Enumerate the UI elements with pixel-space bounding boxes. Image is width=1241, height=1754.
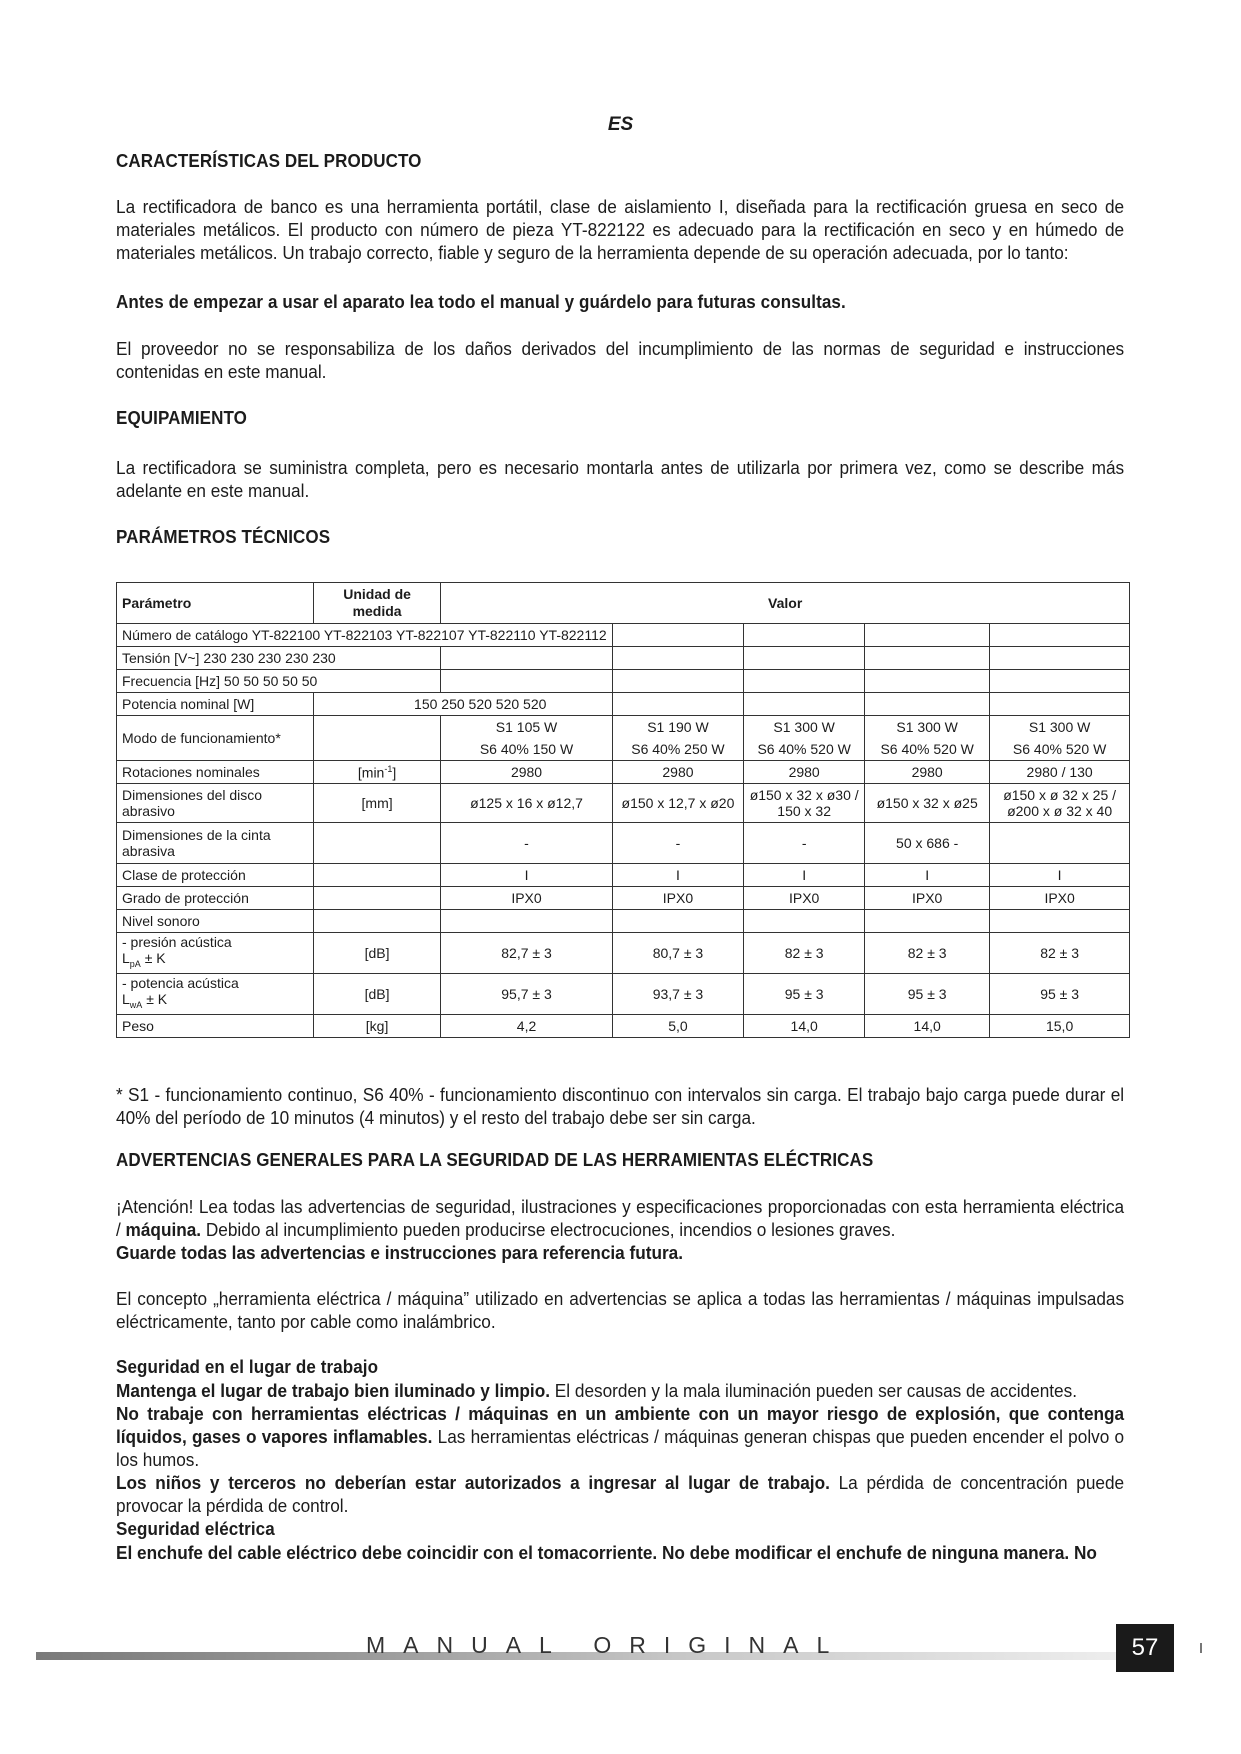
cell: 82 ± 3 [744, 933, 865, 974]
table-row [117, 974, 1130, 1015]
heading-characteristics: CARACTERÍSTICAS DEL PRODUCTO [116, 150, 422, 171]
footnote-operation-modes: * S1 - funcionamiento continuo, S6 40% - funcionamiento discontinuo con intervalos sin carga. El trabajo bajo carga puede durar el 40% del período de 10 minutos (4 minutos) y el resto del trabajo debe ser sin carga. [116, 1084, 1125, 1128]
table-row [117, 716, 1130, 739]
table-row [117, 761, 1130, 784]
cell: ø150 x ø 32 x 25 / ø200 x ø 32 x 40 [990, 784, 1130, 823]
cell: IPX0 [990, 887, 1130, 910]
cell: 2980 [865, 761, 990, 784]
cell: 80,7 ± 3 [612, 933, 744, 974]
cell: IPX0 [744, 887, 865, 910]
cell: 2980 [612, 761, 744, 784]
cell: IPX0 [865, 887, 990, 910]
cell: I [441, 864, 612, 887]
table-header-row [117, 583, 1130, 624]
heading-general-warnings: ADVERTENCIAS GENERALES PARA LA SEGURIDAD DE LAS HERRAMIENTAS ELÉCTRICAS [116, 1149, 874, 1170]
bold-note-read-manual: Antes de empezar a usar el aparato lea todo el manual y guárdelo para futuras consultas. [116, 291, 846, 312]
cell: - [441, 823, 612, 864]
mode-s6: S6 40% 150 W [441, 738, 612, 761]
para-concept: El concepto „herramienta eléctrica / máquina” utilizado en advertencias se aplica a todas las herramientas / máquinas impulsadas eléctricamente, tanto por cable como inalámbrico. [116, 1288, 1125, 1332]
header-param: Parámetro [117, 583, 314, 624]
page-number: 57 [1116, 1624, 1174, 1672]
mode-s1: S1 300 W [744, 716, 865, 739]
row-power-values: 150 250 520 520 520 [313, 693, 612, 716]
row-label: Clase de protección [117, 864, 314, 887]
cell: 95 ± 3 [865, 974, 990, 1015]
table-row [117, 647, 1130, 670]
row-voltage: Tensión [V~] 230 230 230 230 230 [117, 647, 441, 670]
header-unit: Unidad de medida [313, 583, 441, 624]
row-power-label: Potencia nominal [W] [117, 693, 314, 716]
cell: ø125 x 16 x ø12,7 [441, 784, 612, 823]
cell: 2980 / 130 [990, 761, 1130, 784]
cell: 93,7 ± 3 [612, 974, 744, 1015]
row-catalog: Número de catálogo YT-822100 YT-822103 YT-822107 YT-822110 YT-822112 [117, 624, 613, 647]
cell: 82 ± 3 [865, 933, 990, 974]
cell [990, 823, 1130, 864]
table-row [117, 823, 1130, 864]
cell: 4,2 [441, 1015, 612, 1038]
footer-manual-original: MANUAL ORIGINAL [366, 1632, 848, 1658]
row-frequency: Frecuencia [Hz] 50 50 50 50 50 [117, 670, 441, 693]
cell: IPX0 [612, 887, 744, 910]
cell: I [865, 864, 990, 887]
row-label: Dimensiones del disco abrasivo [117, 784, 314, 823]
cell: I [990, 864, 1130, 887]
row-unit: [kg] [313, 1015, 441, 1038]
row-label: Rotaciones nominales [117, 761, 314, 784]
table-row [117, 1015, 1130, 1038]
cell: - [744, 823, 865, 864]
mode-s1: S1 300 W [990, 716, 1130, 739]
cell: 14,0 [865, 1015, 990, 1038]
row-label: Dimensiones de la cinta abrasiva [117, 823, 314, 864]
para-attention: ¡Atención! Lea todas las advertencias de seguridad, ilustraciones y especificaciones proporcionadas con esta herramienta eléctrica / máquina. Debido al incumplimiento pueden producirse electrocuciones, incendios o lesiones graves. Guarde todas las advertencias e instrucciones para referencia futura. [116, 1196, 1125, 1263]
heading-electrical: Seguridad eléctrica [116, 1518, 275, 1539]
para-workplace: Mantenga el lugar de trabajo bien iluminado y limpio. El desorden y la mala iluminación pueden ser causas de accidentes. No trabaje con herramientas eléctricas / máquinas en un ambiente con un mayor riesgo de explosión, que contenga líquidos, gases o vapores inflamables. Las herramientas eléctricas / máquinas generan chispas que pueden encender el polvo o los humos. Los niños y terceros no deberían estar autorizados a ingresar al lugar de trabajo. La pérdida de concentración puede provocar la pérdida de control. [116, 1380, 1125, 1516]
heading-equipment: EQUIPAMIENTO [116, 407, 247, 428]
table-row [117, 933, 1130, 974]
mode-s6: S6 40% 520 W [744, 738, 865, 761]
para-electrical: El enchufe del cable eléctrico debe coincidir con el tomacorriente. No debe modificar el enchufe de ninguna manera. No [116, 1542, 1097, 1563]
footer-tick [1200, 1643, 1202, 1653]
mode-s6: S6 40% 520 W [990, 738, 1130, 761]
para-characteristics: La rectificadora de banco es una herramienta portátil, clase de aislamiento I, diseñada para la rectificación gruesa en seco de materiales metálicos. El producto con número de pieza YT-822122 es adecuado para la rectificación en seco y en húmedo de materiales metálicos. Un trabajo correcto, fiable y seguro de la herramienta depende de su operación adecuada, por lo tanto: [116, 196, 1125, 263]
language-tag: ES [607, 114, 634, 135]
cell: ø150 x 32 x ø30 / 150 x 32 [744, 784, 865, 823]
cell: 95 ± 3 [990, 974, 1130, 1015]
table-row [117, 887, 1130, 910]
table-row [117, 670, 1130, 693]
cell: 14,0 [744, 1015, 865, 1038]
row-label: Nivel sonoro [117, 910, 314, 933]
table-row [117, 624, 1130, 647]
cell: 2980 [744, 761, 865, 784]
row-unit [313, 823, 441, 864]
header-value: Valor [441, 583, 1130, 624]
row-unit: [dB] [313, 933, 441, 974]
row-unit: [dB] [313, 974, 441, 1015]
mode-s1: S1 190 W [612, 716, 744, 739]
heading-technical: PARÁMETROS TÉCNICOS [116, 526, 331, 547]
row-unit: $[\min^{-1}]$ [313, 761, 441, 784]
row-unit [313, 887, 441, 910]
cell: 15,0 [990, 1015, 1130, 1038]
row-label: Grado de protección [117, 887, 314, 910]
table-row [117, 693, 1130, 716]
para-supplier-liability: El proveedor no se responsabiliza de los daños derivados del incumplimiento de las normas de seguridad e instrucciones contenidas en este manual. [116, 338, 1125, 382]
cell: - [612, 823, 744, 864]
cell: ø150 x 12,7 x ø20 [612, 784, 744, 823]
cell: 82,7 ± 3 [441, 933, 612, 974]
cell: I [744, 864, 865, 887]
row-unit [313, 864, 441, 887]
cell: 5,0 [612, 1015, 744, 1038]
cell: 95,7 ± 3 [441, 974, 612, 1015]
cell: I [612, 864, 744, 887]
cell: ø150 x 32 x ø25 [865, 784, 990, 823]
technical-parameters-table [116, 582, 1130, 1038]
row-label-acoustic-power: - potencia acústica $L_{wA} \pm K$ [117, 974, 314, 1015]
cell: 2980 [441, 761, 612, 784]
table-row [117, 910, 1130, 933]
cell: 95 ± 3 [744, 974, 865, 1015]
table-row [117, 864, 1130, 887]
mode-s1: S1 105 W [441, 716, 612, 739]
heading-workplace: Seguridad en el lugar de trabajo [116, 1356, 379, 1377]
mode-s6: S6 40% 250 W [612, 738, 744, 761]
row-label: Peso [117, 1015, 314, 1038]
mode-label: Modo de funcionamiento* [117, 716, 314, 761]
cell: 50 x 686 - [865, 823, 990, 864]
table-row [117, 784, 1130, 823]
mode-s1: S1 300 W [865, 716, 990, 739]
row-label-pressure: - presión acústica $L_{pA} \pm K$ [117, 933, 314, 974]
para-equipment: La rectificadora se suministra completa, pero es necesario montarla antes de utilizarla por primera vez, como se describe más adelante en este manual. [116, 457, 1125, 501]
cell: 82 ± 3 [990, 933, 1130, 974]
row-unit: [mm] [313, 784, 441, 823]
cell: IPX0 [441, 887, 612, 910]
mode-s6: S6 40% 520 W [865, 738, 990, 761]
